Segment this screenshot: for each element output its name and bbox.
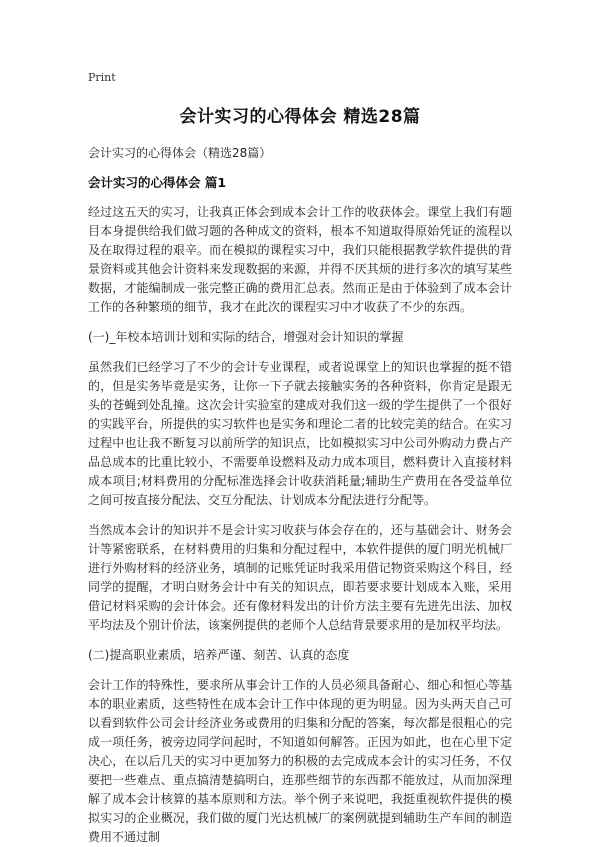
paragraph-intro: 经过这五天的实习，让我真正体会到成本会计工作的收获体会。课堂上我们有题目本身提供给我们做习题的各种成文的资料，根本不知道取得原始凭证的流程以及在取得过程的艰辛。而在模拟的课程实习中，我们只能根据教学软件提供的背景资料或其他会计资料来发现数据的来源，并得不厌其烦的进行多次的填写某些数据，才能编制成一张完整正确的费用汇总表。然而正是由于体验到了成本会计工作的各种繁琐的细节，我才在此次的课程实习中才收获了不少的东西。: [88, 205, 512, 314]
subsection-heading-2: (二)提高职业素质，培养严谨、刻苦、认真的态度: [88, 648, 350, 662]
paragraph-accounting-links: 当然成本会计的知识并不是会计实习收获与体会存在的，还与基础会计、财务会计等紧密联系，在材料费用的归集和分配过程中，本软件提供的厦门明光机械厂进行外购材料的经济业务，填制的记账凭证时我采用借记物资采购这个科目，经同学的提醒，才明白财务会计中有关的知识点，即若要求要计划成本入账，采用借记材料采购的会计体会。还有像材料发出的计价方法主要有先进先出法、加权平均法及个别计价法，该案例提供的老师个人总结背景要求用的是加权平均法。: [88, 523, 512, 632]
document-subtitle: 会计实习的心得体会（精选28篇）: [88, 146, 272, 160]
section-heading: 会计实习的心得体会 篇1: [88, 175, 227, 190]
subsection-heading-1: (一)_年校本培训计划和实际的结合，增强对会计知识的掌握: [88, 330, 404, 344]
print-link[interactable]: Print: [88, 71, 116, 84]
document-title: 会计实习的心得体会 精选28篇: [179, 107, 421, 127]
paragraph-knowledge: 虽然我们已经学习了不少的会计专业课程，或者说课堂上的知识也掌握的挺不错的，但是实务毕竟是实务，让你一下子就去接触实务的各种资料，你肯定是跟无头的苍蝇到处乱撞。这次会计实验室的建成对我们这一级的学生提供了一个很好的实践平台，所提供的实习软件也是实务和理论二者的比较完美的结合。在实习过程中也让我不断复习以前所学的知识点，比如模拟实习中公司外购动力费占产品总成本的比重比较小，不需要单设燃料及动力成本项目，燃料费计入直接材料成本项目;材料费用的分配标准选择会计收获消耗量;辅助生产费用在各受益单位之间可按直接分配法、交互分配法、计划成本分配法进行分配等。: [88, 360, 512, 507]
paragraph-professional-quality: 会计工作的特殊性，要求所从事会计工作的人员必须具备耐心、细心和恒心等基本的职业素质，这些特性在成本会计工作中体现的更为明显。因为头两天自己可以看到软件公司会计经济业务或费用的归集和分配的答案，每次都是很粗心的完成一项任务，被旁边同学问起时，不知道如何解答。正因为如此，也在心里下定决心，在以后几天的实习中更加努力的积极的去完成成本会计的实习任务，不仅要把一些难点、重点搞清楚搞明白，连那些细节的东西都不能放过，从而加深理解了成本会计核算的基本原则和方法。举个例子来说吧，我挺重视软件提供的模拟实习的企业概况，我们做的厦门光达机械厂的案例就提到辅助生产车间的制造费用不通过制: [88, 678, 512, 844]
